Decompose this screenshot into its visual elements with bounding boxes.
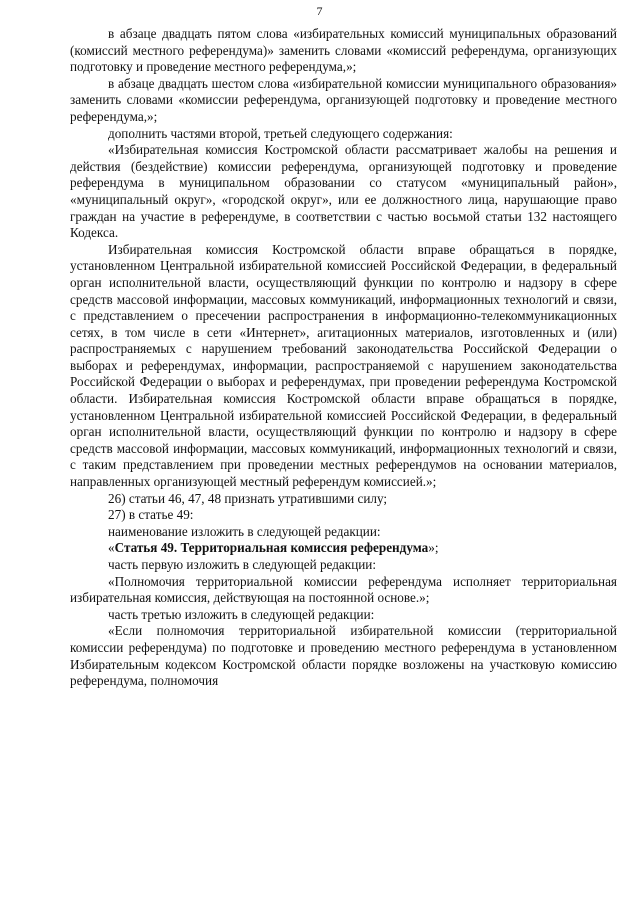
- paragraph-part-three-text: «Если полномочия территориальной избирательной комиссии (территориальной комиссии референдума) по подготовке и проведению местного референдума в установленном Избирательным кодексом Костромской области порядке возложены на участковую комиссию референдума, полномочия: [70, 623, 617, 689]
- paragraph-internet-materials: Избирательная комиссия Костромской области вправе обращаться в порядке, установленном Центральной избирательной комиссией Российской Федерации, в федеральный орган исполнительной власти, осуществляющий функции по контролю и надзору в сфере средств массовой информации, массовых коммуникаций, информационных технологий и связи, с представлением о пресечении распространения в информационно-телекоммуникационных сетях, в том числе в сети «Интернет», агитационных материалов, изготовленных и (или) распространяемых с нарушением требований законодательства Российской Федерации о выборах и референдумах, информации, распространяемой с нарушением законодательства Российской Федерации о выборах и референдумах, при проведении референдума Костромской области. Избирательная комиссия Костромской области вправе обращаться в порядке, установленном Центральной избирательной комиссией Российской Федерации, в федеральный орган исполнительной власти, осуществляющий функции по контролю и надзору в сфере средств массовой информации, массовых коммуникаций, информационных технологий и связи, с таким представлением при проведении местных референдумов на основании материалов, направленных организующей местный референдум комиссией.»;: [70, 241, 617, 490]
- paragraph-part-one: часть первую изложить в следующей редакции:: [108, 557, 377, 572]
- paragraph-part-one-text: «Полномочия территориальной комиссии референдума исполняет территориальная избирательная комиссия, действующая на постоянной основе.»;: [70, 573, 617, 606]
- page-number: 7: [316, 4, 323, 18]
- article-title-line: [70, 540, 617, 557]
- paragraph-part-three: часть третью изложить в следующей редакции:: [108, 606, 375, 622]
- paragraph-item-26: 26) статьи 46, 47, 48 признать утратившими силу;: [108, 490, 388, 506]
- article-title-open-quote: «: [108, 540, 115, 556]
- paragraph-complaints: «Избирательная комиссия Костромской области рассматривает жалобы на решения и действия (бездействие) комиссии референдума, организующей подготовку и проведение референдума в муниципальном образовании со статусом «муниципальный район», «муниципальный округ», «городской округ», или ее должностного лица, нарушающие право граждан на участие в референдуме, в соответствии с частью восьмой статьи 132 настоящего Кодекса.: [70, 142, 617, 241]
- paragraph-title-edit: наименование изложить в следующей редакции:: [108, 523, 381, 539]
- paragraph-amend-26: в абзаце двадцать шестом слова «избирательной комиссии муниципального образования» заменить словами «комиссии референдума, организующей подготовку и проведение местного референдума,»;: [70, 75, 617, 124]
- paragraph-amend-25: в абзаце двадцать пятом слова «избирательных комиссий муниципальных образований (комиссий местного референдума)» заменить словами «комиссий референдума, организующих подготовку и проведение местного референдума,»;: [70, 26, 617, 75]
- paragraph-add-parts: дополнить частями второй, третьей следующего содержания:: [108, 125, 453, 141]
- document-body: [70, 26, 617, 690]
- article-title: Статья 49. Территориальная комиссия референдума: [114, 540, 429, 556]
- paragraph-item-27: 27) в статье 49:: [108, 507, 194, 523]
- article-title-close: »;: [428, 540, 439, 556]
